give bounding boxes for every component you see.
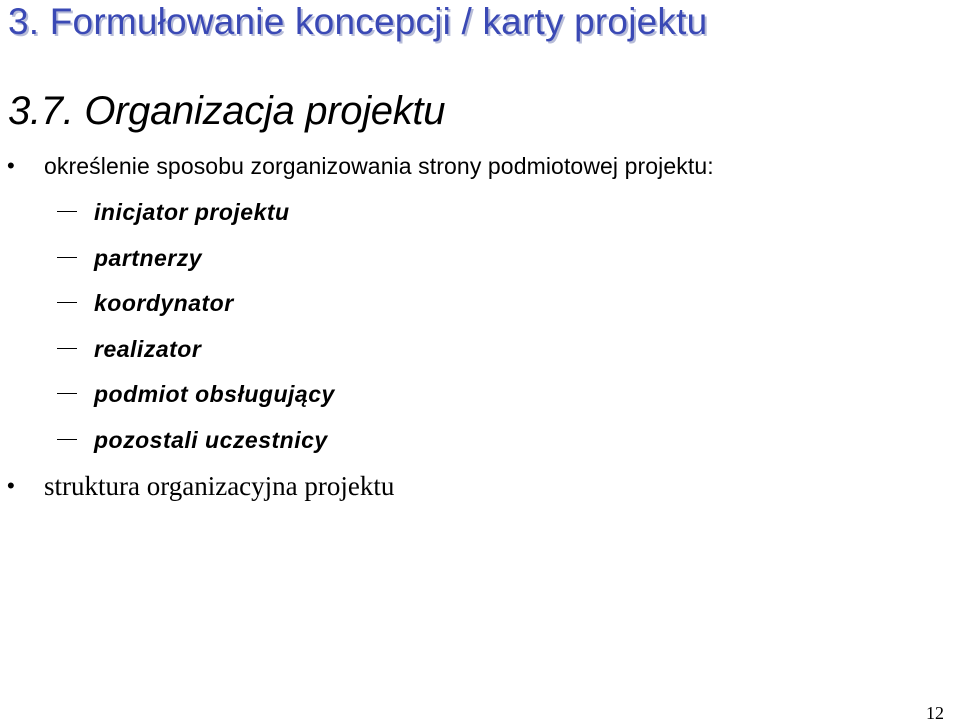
sub-item-text: koordynator <box>94 290 234 316</box>
bullet-icon: • <box>7 153 15 178</box>
bullet-text: określenie sposobu zorganizowania strony podmiotowej projektu: <box>44 153 714 179</box>
dash-icon <box>57 257 77 258</box>
dash-icon <box>57 393 77 394</box>
sub-item-text: pozostali uczestnicy <box>94 427 328 453</box>
bullet-icon: • <box>7 473 15 498</box>
sub-item-text: podmiot obsługujący <box>94 381 335 407</box>
section-heading: 3.7. Organizacja projektu <box>8 89 446 133</box>
sub-item-text: partnerzy <box>94 245 203 271</box>
dash-icon <box>57 302 77 303</box>
dash-icon <box>57 211 77 212</box>
dash-icon <box>57 439 77 440</box>
sub-item-text: inicjator projektu <box>94 199 290 225</box>
sub-item-text: realizator <box>94 336 202 362</box>
page-number: 12 <box>926 703 944 723</box>
dash-icon <box>57 348 77 349</box>
slide-title: 3. Formułowanie koncepcji / karty projektu <box>8 1 708 42</box>
bullet-text: struktura organizacyjna projektu <box>44 471 395 501</box>
